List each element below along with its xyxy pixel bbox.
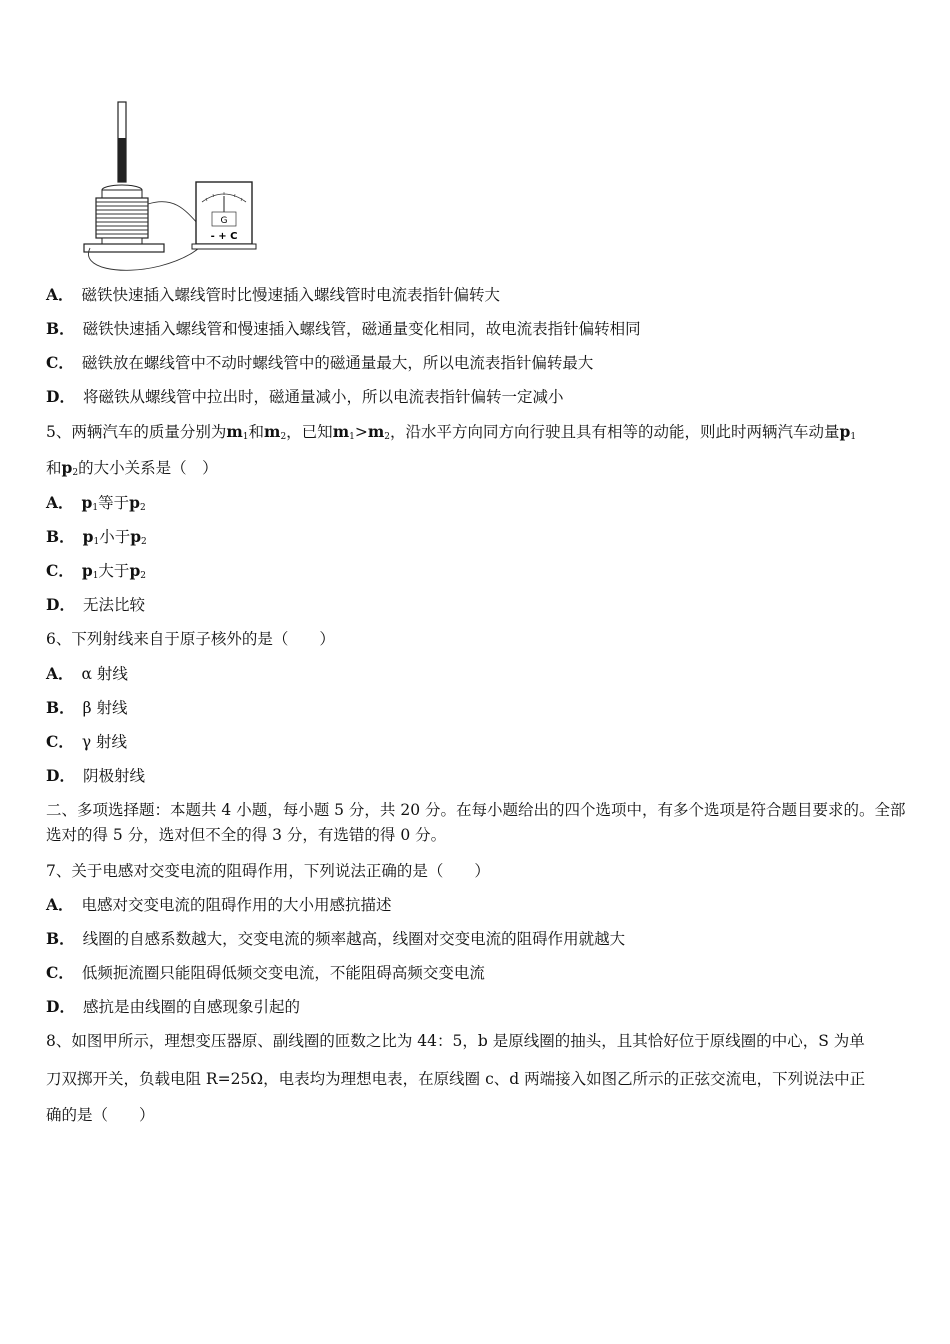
q6-option-c: C． γ 射线 [46, 732, 128, 751]
q5-option-d: D． 无法比较 [46, 595, 145, 614]
m-symbol-2: m [264, 422, 281, 441]
meter-label: G [220, 216, 228, 226]
q4-option-c: C． 磁铁放在螺线管中不动时螺线管中的磁通量最大，所以电流表指针偏转最大 [46, 353, 594, 372]
q8-stem-line3: 确的是（ ） [46, 1106, 155, 1124]
magnet-pole [118, 138, 126, 182]
q7-option-c: C． 低频扼流圈只能阻碍低频交变电流，不能阻碍高频交变电流 [46, 963, 485, 982]
q5-stem-line2: 和$p_2$的大小关系是（ ） [46, 458, 218, 478]
q8-stem-line1: 8、如图甲所示，理想变压器原、副线圈的匝数之比为 44：5，b 是原线圈的抽头，且其恰好位于原线圈的中心，S 为单 [46, 1032, 865, 1050]
q6-option-d: D． 阴极射线 [46, 766, 145, 785]
q6-option-a: A． α 射线 [46, 664, 128, 683]
q6-stem: 6、下列射线来自于原子核外的是（ ） [46, 630, 335, 648]
q7-option-a: A． 电感对交变电流的阻碍作用的大小用感抗描述 [46, 895, 392, 914]
meter-terminals: - + C [210, 231, 238, 242]
q5-option-b: B． $p_1$小于$p_2$ [46, 527, 147, 547]
q4-option-d: D． 将磁铁从螺线管中拉出时，磁通量减小，所以电流表指针偏转一定减小 [46, 387, 564, 406]
section-2-instructions: 二、多项选择题：本题共 4 小题，每小题 5 分，共 20 分。在每小题给出的四个选项中，有多个选项是符合题目要求的。全部选对的得 5 分，选对但不全的得 3 分，有选错的得 0 分。 [46, 801, 906, 844]
q6-option-b: B． β 射线 [46, 698, 128, 717]
base-plate [84, 244, 164, 252]
solenoid-galvanometer-figure [80, 98, 260, 276]
q5-stem-line1: 5、两辆汽车的质量分别为$m_1$和$m_2$，已知$m_1>m_2$，沿水平方向同方向行驶且具有相等的动能，则此时两辆汽车动量$p_1$ [46, 422, 857, 442]
q4-option-b: B． 磁铁快速插入螺线管和慢速插入螺线管，磁通量变化相同，故电流表指针偏转相同 [46, 319, 641, 338]
q7-option-d: D． 感抗是由线圈的自感现象引起的 [46, 997, 300, 1016]
q7-option-b: B． 线圈的自感系数越大，交变电流的频率越高，线圈对交变电流的阻碍作用就越大 [46, 929, 626, 948]
q7-stem: 7、关于电感对交变电流的阻碍作用，下列说法正确的是（ ） [46, 862, 490, 880]
q4-option-a: A． 磁铁快速插入螺线管时比慢速插入螺线管时电流表指针偏转大 [46, 285, 501, 304]
q5-option-c: C． $p_1$大于$p_2$ [46, 561, 147, 581]
q5-option-a: A． $p_1$等于$p_2$ [46, 493, 146, 513]
q8-stem-line2: 刀双掷开关，负载电阻 R=25Ω，电表均为理想电表，在原线圈 c、d 两端接入如图乙所示的正弦交流电，下列说法中正 [46, 1070, 866, 1088]
